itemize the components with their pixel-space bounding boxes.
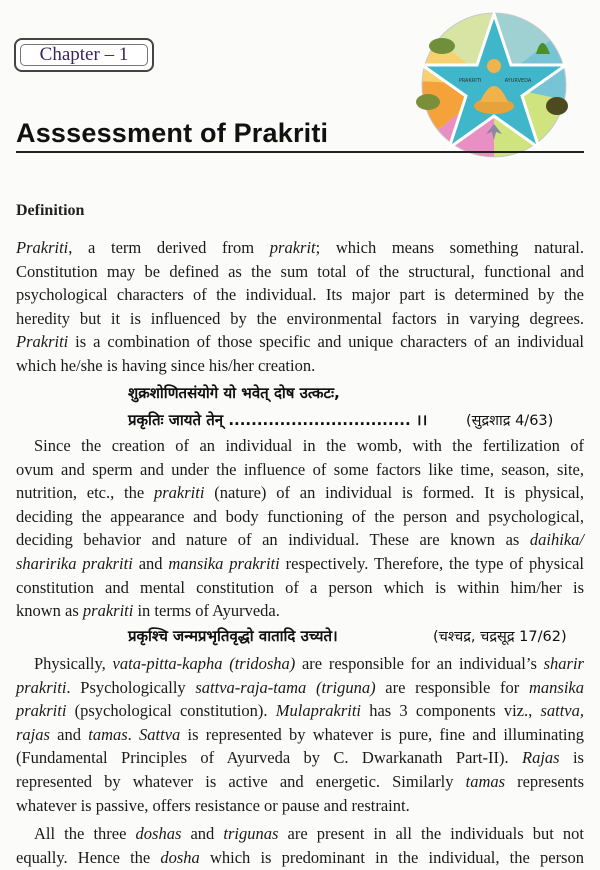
sanskrit-verse-line-2: प्रकृतिः जायते तेन् ................................ ।। xyxy=(128,411,428,429)
verse-reference-2: (चश्चद्र, चद्रसूद्र 17/62) xyxy=(433,629,567,645)
text-line: equally. Hence the dosha which is predominant in the individual, the person xyxy=(16,847,584,867)
chapter-label: Chapter – 1 xyxy=(20,44,148,66)
text-line: heredity but it is influenced by the environmental factors in varying degrees. xyxy=(16,308,584,328)
section-heading: Definition xyxy=(16,202,85,219)
text-line: All the three doshas and trigunas are present in all the individuals but not xyxy=(34,824,585,843)
paragraph-doshas xyxy=(16,822,584,869)
text-line: deciding the appearance and body functioning of the person and psychological, xyxy=(16,506,584,526)
text-line: Prakriti is a combination of those specific and unique characters of an individual xyxy=(16,332,584,352)
emblem-right-text: AYURVEDA xyxy=(504,78,532,84)
prakriti-emblem-image xyxy=(400,10,588,160)
text-line: ovum and sperm and under the influence of some factors like time, season, site, xyxy=(16,459,584,479)
title-underline xyxy=(16,151,584,153)
sanskrit-verse-line-3: प्रकृश्चि जन्मप्रभृतिवृद्धो वातादि उच्यते। xyxy=(128,627,338,645)
text-line: sharirika prakriti and mansika prakriti respectively. Therefore, the type of physical xyxy=(16,553,584,573)
text-line: Constitution may be defined as the sum total of the structural, functional and xyxy=(16,261,584,281)
verse-reference-1: (सुद्रशाद्र 4/63) xyxy=(466,413,554,429)
text-line: Prakriti, a term derived from prakrit; which means something natural. xyxy=(16,238,584,257)
text-line: Physically, vata-pitta-kapha (tridosha) are responsible for an individual’s sharir xyxy=(34,654,584,673)
text-line: psychological characters of the individual. Its major part is determined by the xyxy=(16,285,584,305)
text-line: whatever is passive, offers resistance or pause and restraint. xyxy=(16,795,410,815)
text-line: represented by whatever is active and energetic. Similarly tamas represents xyxy=(16,771,585,791)
text-line: prakriti (psychological constitution). Mulaprakriti has 3 components viz., sattva, xyxy=(16,701,585,721)
text-line: deciding behavior and nature of an individual. These are known as daihika/ xyxy=(16,530,584,550)
text-line: known as prakriti in terms of Ayurveda. xyxy=(16,601,280,621)
text-line: Since the creation of an individual in the womb, with the fertilization of xyxy=(34,436,584,455)
text-line: (Fundamental Principles of Ayurveda by C. Dwarkanath Part-II). Rajas is xyxy=(16,748,584,768)
text-line: which he/she is having since his/her creation. xyxy=(16,355,316,375)
paragraph-creation xyxy=(16,434,584,623)
chapter-badge xyxy=(14,38,154,72)
text-line: constitution and mental constitution of a person which is within him/her is xyxy=(16,577,584,597)
text-line: nutrition, etc., the prakriti (nature) of an individual is formed. It is physical, xyxy=(16,483,584,503)
sanskrit-verse-line-1: शुक्रशोणितसंयोगे यो भवेत् दोष उत्कटः, xyxy=(128,384,340,402)
chapter-title: Asssessment of Prakriti xyxy=(16,118,329,148)
text-line: rajas and tamas. Sattva is represented by whatever is pure, fine and illuminating xyxy=(16,724,584,744)
paragraph-tridosha xyxy=(16,652,584,817)
emblem-left-text: PRAKRITI xyxy=(458,78,482,84)
paragraph-definition xyxy=(16,236,584,378)
text-line: prakriti. Psychologically sattva-raja-tama (triguna) are responsible for mansika xyxy=(16,677,584,697)
